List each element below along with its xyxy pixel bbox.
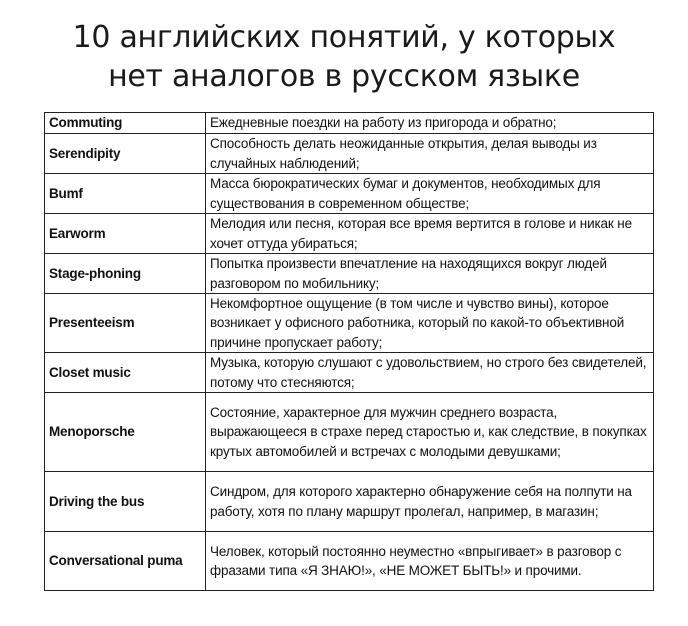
- term-cell: Presenteeism: [45, 294, 206, 353]
- term-cell: Driving the bus: [45, 472, 206, 532]
- term-cell: Bumf: [45, 174, 206, 214]
- definition-cell: Некомфортное ощущение (в том числе и чувство вины), которое возникает у офисного работника, который по какой-то объективной причине пропускает работу;: [206, 294, 654, 353]
- title-line-2: нет аналогов в русском языке: [108, 59, 580, 94]
- term-cell: Menoporsche: [45, 393, 206, 472]
- title-line-1: 10 английских понятий, у которых: [72, 20, 616, 55]
- definition-cell: Музыка, которую слушают с удовольствием, но строго без свидетелей, потому что стесняются;: [206, 353, 654, 393]
- definition-cell: Человек, который постоянно неуместно «впрыгивает» в разговор с фразами типа «Я ЗНАЮ!», «НЕ МОЖЕТ БЫТЬ!» и прочими.: [206, 532, 654, 591]
- table-row: [45, 174, 654, 214]
- table-row: [45, 113, 654, 134]
- table-row: [45, 353, 654, 393]
- term-cell: Closet music: [45, 353, 206, 393]
- term-cell: Earworm: [45, 214, 206, 254]
- term-cell: Commuting: [45, 113, 206, 134]
- definition-cell: Синдром, для которого характерно обнаружение себя на полпути на работу, хотя по плану маршрут пролегал, например, в магазин;: [206, 472, 654, 532]
- definition-cell: Попытка произвести впечатление на находящихся вокруг людей разговором по мобильнику;: [206, 254, 654, 294]
- table-row: [45, 472, 654, 532]
- terms-table: [44, 112, 654, 591]
- table-row: [45, 254, 654, 294]
- table-row: [45, 294, 654, 353]
- page-title: [0, 18, 688, 96]
- definition-cell: Способность делать неожиданные открытия, делая выводы из случайных наблюдений;: [206, 134, 654, 174]
- table-row: [45, 214, 654, 254]
- term-cell: Serendipity: [45, 134, 206, 174]
- table-row: [45, 393, 654, 472]
- table-row: [45, 532, 654, 591]
- term-cell: Conversational puma: [45, 532, 206, 591]
- table-row: [45, 134, 654, 174]
- term-cell: Stage-phoning: [45, 254, 206, 294]
- definition-cell: Масса бюрократических бумаг и документов, необходимых для существования в современном обществе;: [206, 174, 654, 214]
- definition-cell: Ежедневные поездки на работу из пригорода и обратно;: [206, 113, 654, 134]
- definition-cell: Состояние, характерное для мужчин среднего возраста, выражающееся в страхе перед старостью и, как следствие, в покупках крутых автомобилей и встречах с молодыми девушками;: [206, 393, 654, 472]
- definition-cell: Мелодия или песня, которая все время вертится в голове и никак не хочет оттуда убираться;: [206, 214, 654, 254]
